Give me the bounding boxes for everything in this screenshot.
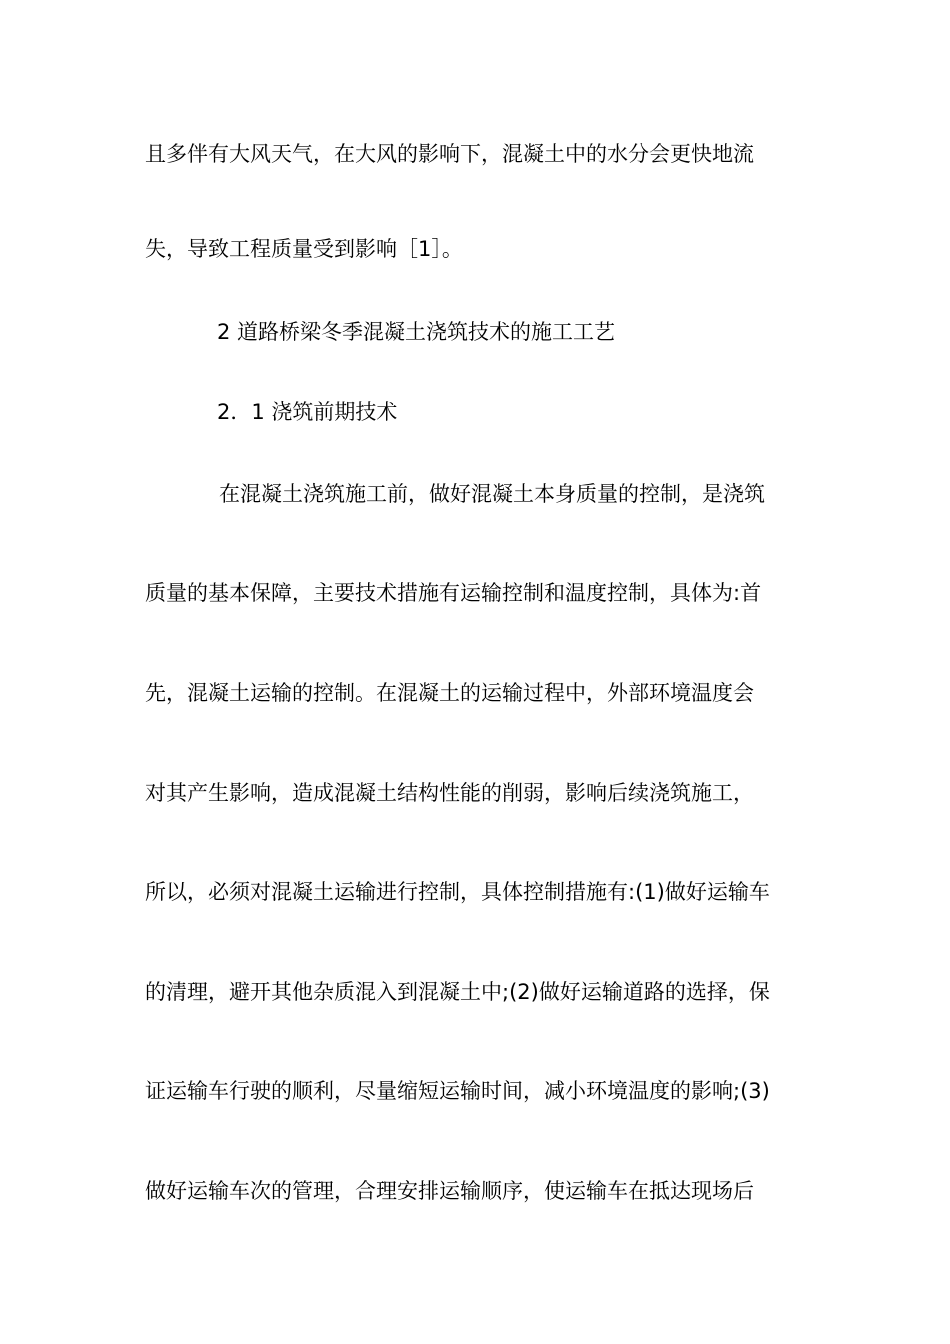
paragraph-line-3: 在混凝土浇筑施工前，做好混凝土本身质量的控制，是浇筑 (219, 482, 765, 506)
paragraph-line-6: 对其产生影响，造成混凝土结构性能的削弱，影响后续浇筑施工， (145, 781, 754, 805)
paragraph-line-7: 所以，必须对混凝土运输进行控制，具体控制措施有:(1)做好运输车 (145, 880, 770, 904)
section-heading: 2 道路桥梁冬季混凝土浇筑技术的施工工艺 (217, 320, 616, 344)
paragraph-line-10: 做好运输车次的管理，合理安排运输顺序，使运输车在抵达现场后 (145, 1179, 754, 1203)
paragraph-line-4: 质量的基本保障，主要技术措施有运输控制和温度控制，具体为:首 (145, 581, 762, 605)
subsection-heading: 2．1 浇筑前期技术 (217, 400, 398, 424)
paragraph-line-2: 失，导致工程质量受到影响［1］。 (145, 237, 463, 261)
paragraph-line-5: 先，混凝土运输的控制。在混凝土的运输过程中，外部环境温度会 (145, 681, 754, 705)
paragraph-line-1: 且多伴有大风天气，在大风的影响下，混凝土中的水分会更快地流 (145, 142, 754, 166)
paragraph-line-8: 的清理，避开其他杂质混入到混凝土中;(2)做好运输道路的选择，保 (145, 980, 770, 1004)
paragraph-line-9: 证运输车行驶的顺利，尽量缩短运输时间，减小环境温度的影响;(3) (145, 1079, 770, 1103)
